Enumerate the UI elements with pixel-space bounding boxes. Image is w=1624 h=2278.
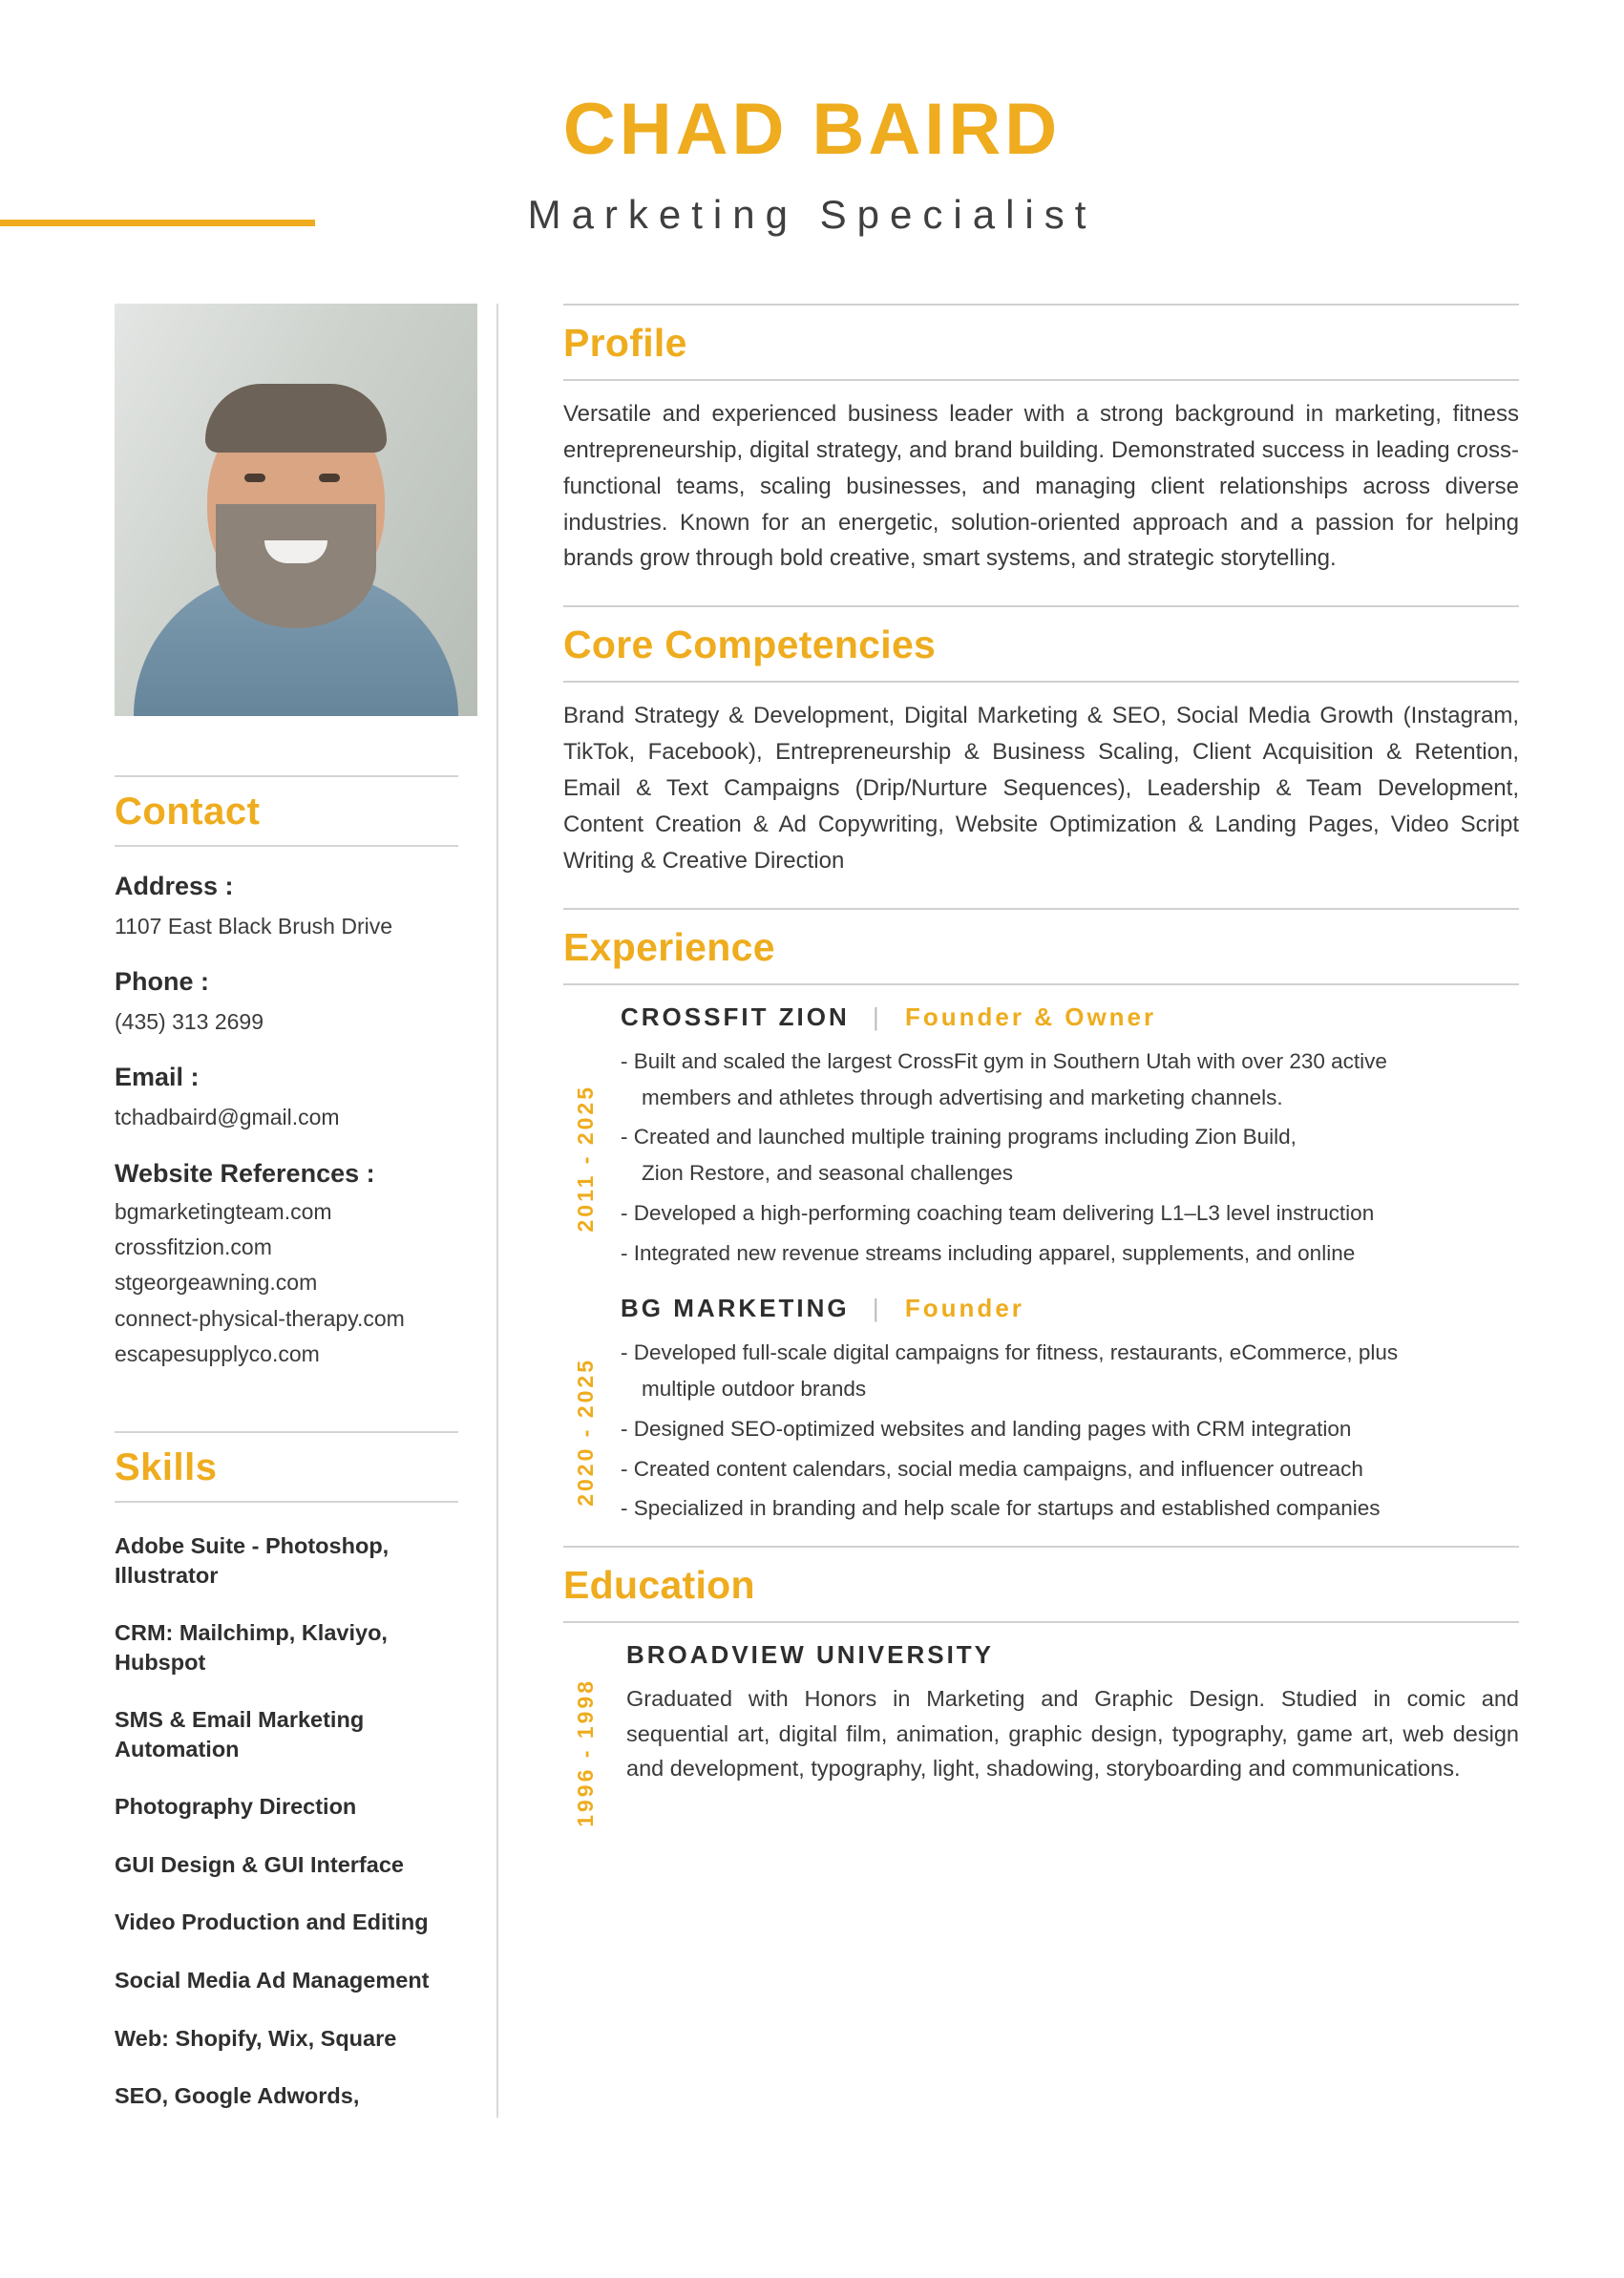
sidebar [115,304,496,2118]
entry-header [621,1002,1519,1032]
education-entry [563,1640,1519,1827]
list-item: Web: Shopify, Wix, Square [115,2025,397,2051]
divider [563,605,1519,607]
experience-entry [563,1002,1519,1277]
email-value[interactable]: tchadbaird@gmail.com [115,1105,340,1130]
job-title: Marketing Specialist [527,191,1097,237]
list-item: - Designed SEO-optimized websites and landing pages with CRM integration [621,1416,1352,1441]
entry-company: BG MARKETING [621,1294,850,1323]
profile-text: Versatile and experienced business leader with a strong background in marketing, fitness entrepreneurship, digital strategy, and brand building. Demonstrated success in leading cross-functional teams, scaling businesses, and managing client relationships across diverse industries. Known for an energetic, solution-oriented approach and a passion for helping brands grow through bold creative, smart systems, and strategic storytelling. [563,400,1519,572]
date-rail [563,1294,607,1532]
list-item[interactable]: stgeorgeawning.com [115,1270,318,1296]
divider [115,1501,458,1503]
education-title: Education [563,1563,755,1608]
skills-section [115,1431,458,2111]
divider [563,681,1519,683]
list-item: members and athletes through advertising and marketing channels. [642,1085,1283,1109]
list-item: - Developed full-scale digital campaigns for fitness, restaurants, eCommerce, plus [621,1340,1399,1365]
list-item[interactable]: connect-physical-therapy.com [115,1305,405,1331]
list-item[interactable]: bgmarketingteam.com [115,1198,332,1224]
divider [115,845,458,847]
entry-body [607,1002,1519,1277]
divider [115,775,458,777]
divider [563,908,1519,910]
entry-body [607,1294,1519,1532]
list-item: Video Production and Editing [115,1909,429,1935]
entry-dates: 1996 - 1998 [572,1678,598,1827]
school-name: BROADVIEW UNIVERSITY [626,1640,995,1670]
profile-title: Profile [563,320,687,365]
divider [563,983,1519,985]
list-item: - Built and scaled the largest CrossFit gym in Southern Utah with over 230 active [621,1048,1387,1073]
list-item: - Integrated new revenue streams including apparel, supplements, and online [621,1240,1356,1265]
entry-role: Founder & Owner [905,1002,1157,1031]
entry-body [607,1640,1519,1827]
subtitle-row [0,191,1624,250]
email-label: Email : [115,1063,200,1092]
date-rail [563,1640,607,1827]
address-label: Address : [115,871,234,900]
competencies-text: Brand Strategy & Development, Digital Marketing & SEO, Social Media Growth (Instagram, TikTok, Facebook), Entrepreneurship & Business Scaling, Client Acquisition & Retention, Email & Text Campaigns (Drip/Nurture Sequences), Leadership & Team Development, Content Creation & Ad Copywriting, Website Optimization & Landing Pages, Video Script Writing & Creative Direction [563,703,1519,874]
list-item: Zion Restore, and seasonal challenges [642,1161,1013,1186]
divider [115,1431,458,1433]
website-list [115,1194,458,1372]
list-item: - Created and launched multiple training programs including Zion Build, [621,1125,1297,1150]
list-item: Social Media Ad Management [115,1968,430,1993]
page-title: CHAD BAIRD [562,89,1062,170]
main-content [498,304,1519,2118]
divider [563,379,1519,381]
competencies-section [563,605,1519,879]
accent-rule [0,220,315,226]
list-item: SEO, Google Adwords, [115,2083,360,2109]
date-rail [563,1002,607,1277]
education-section [563,1546,1519,1827]
divider [563,1621,1519,1623]
entry-dates: 2020 - 2025 [572,1358,598,1508]
list-item: SMS & Email Marketing Automation [115,1707,365,1761]
list-item: CRM: Mailchimp, Klaviyo, Hubspot [115,1620,388,1675]
entry-separator: | [873,1002,882,1031]
skills-title: Skills [115,1446,218,1489]
list-item: multiple outdoor brands [642,1377,867,1402]
experience-section [563,908,1519,1532]
list-item: - Specialized in branding and help scale for startups and established companies [621,1496,1381,1521]
experience-entry [563,1294,1519,1532]
entry-role: Founder [904,1294,1024,1323]
list-item: Photography Direction [115,1794,357,1820]
list-item: GUI Design & GUI Interface [115,1851,404,1877]
list-item[interactable]: escapesupplyco.com [115,1340,320,1366]
entry-separator: | [872,1294,882,1323]
contact-section [115,775,458,1372]
resume-body [0,304,1624,2118]
entry-header [621,1294,1519,1323]
entry-company: CROSSFIT ZION [621,1002,850,1031]
profile-section [563,304,1519,578]
list-item: - Developed a high-performing coaching team delivering L1–L3 level instruction [621,1200,1375,1225]
list-item[interactable]: crossfitzion.com [115,1234,272,1260]
address-value: 1107 East Black Brush Drive [115,913,393,939]
divider [563,1546,1519,1548]
entry-dates: 2011 - 2025 [572,1085,598,1233]
resume-header [0,0,1624,250]
list-item: Adobe Suite - Photoshop, Illustrator [115,1533,390,1588]
phone-label: Phone : [115,967,209,997]
contact-title: Contact [115,790,261,833]
avatar [115,304,477,716]
phone-value[interactable]: (435) 313 2699 [115,1009,264,1035]
list-item: - Created content calendars, social media campaigns, and influencer outreach [621,1456,1363,1481]
divider [563,304,1519,306]
websites-label: Website References : [115,1158,375,1188]
education-text: Graduated with Honors in Marketing and Graphic Design. Studied in comic and sequential art, digital film, animation, graphic design, typography, game art, web design and development, typography, light, shadowing, storyboarding and communications. [626,1686,1519,1782]
competencies-title: Core Competencies [563,622,937,667]
experience-title: Experience [563,924,775,969]
